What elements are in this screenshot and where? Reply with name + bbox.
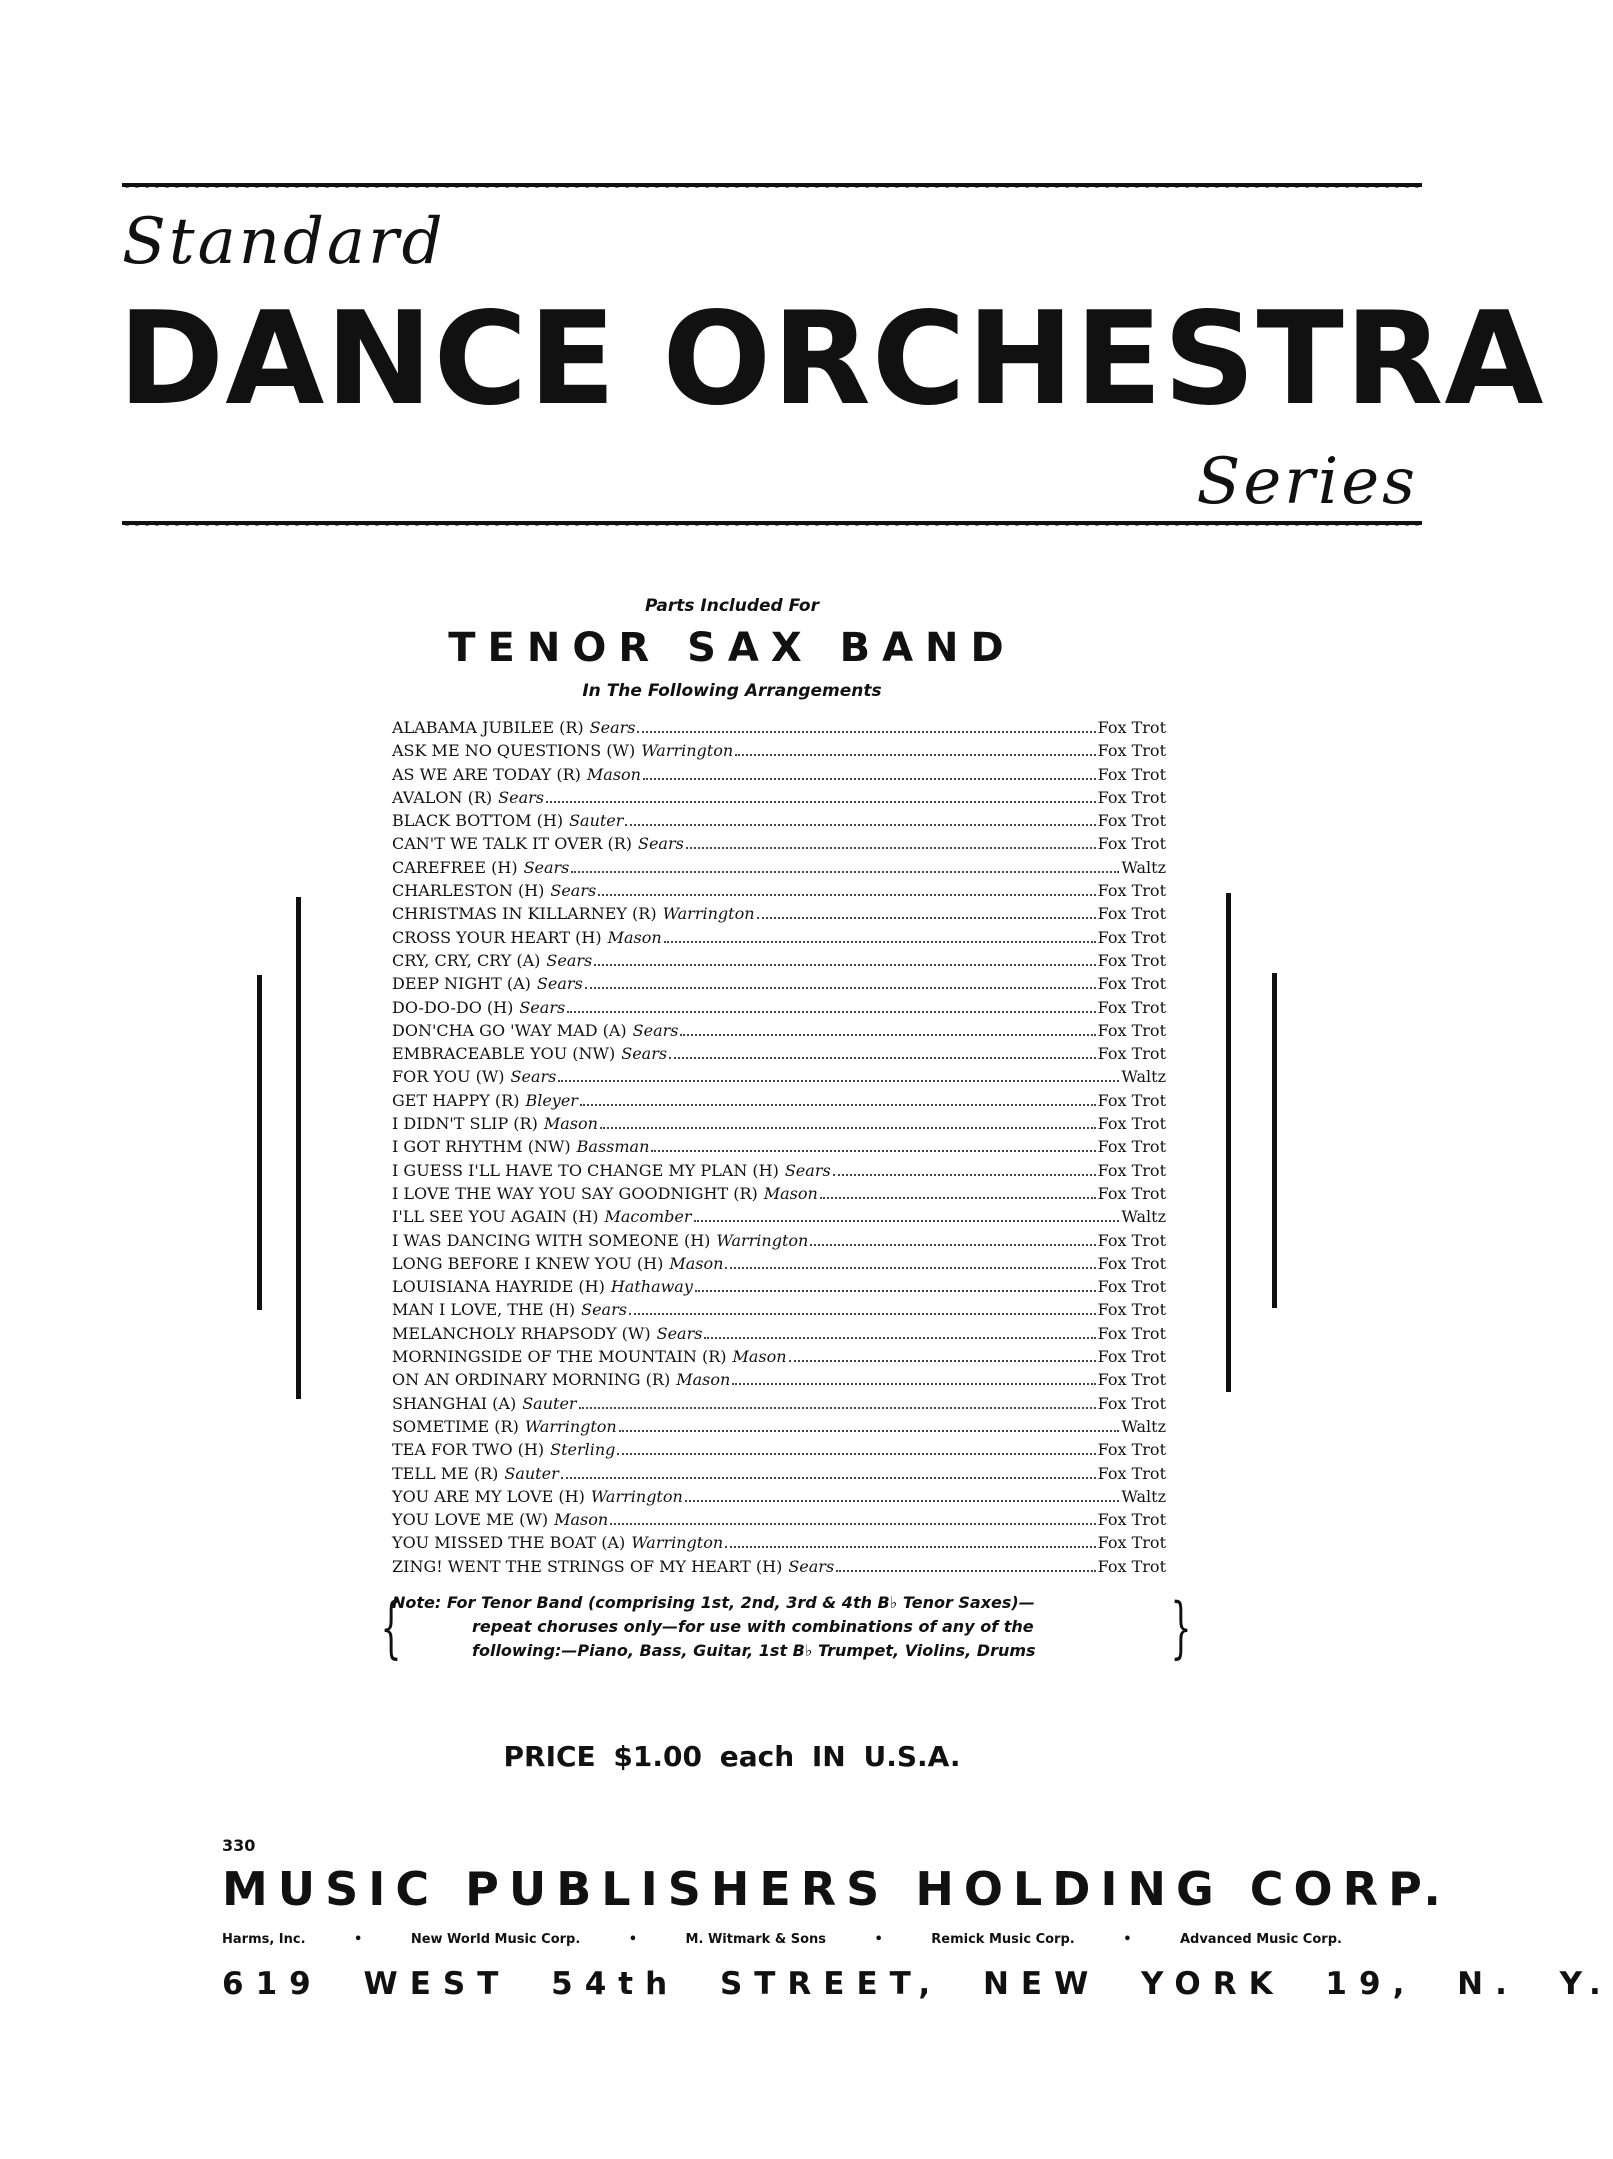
song-arranger: Mason <box>586 764 641 784</box>
song-title: CHARLESTON (H) <box>392 881 545 901</box>
song-title: CAREFREE (H) <box>392 857 518 877</box>
song-arranger: Sauter <box>569 811 624 831</box>
list-item <box>392 1533 1166 1556</box>
publisher-affiliates <box>222 1932 1342 1947</box>
list-item <box>392 1254 1166 1277</box>
song-dance-style: Fox Trot <box>1097 718 1166 737</box>
song-arranger: Sears <box>621 1044 668 1064</box>
note-right-brace: } <box>1170 1589 1192 1666</box>
song-arranger: Warrington <box>641 741 734 761</box>
dot-leader <box>820 1197 1096 1199</box>
song-dance-style: Fox Trot <box>1097 1556 1166 1576</box>
arrangement-list <box>392 718 1166 1580</box>
dot-leader <box>625 824 1095 826</box>
song-title: ON AN ORDINARY MORNING (R) <box>392 1370 671 1390</box>
dot-leader <box>600 1127 1096 1129</box>
song-dance-style: Fox Trot <box>1097 1160 1166 1180</box>
song-arranger: Sauter <box>522 1393 577 1413</box>
series-prefix: Standard <box>122 205 446 279</box>
dot-leader <box>732 1383 1095 1385</box>
song-arranger: Sterling <box>550 1440 616 1460</box>
song-dance-style: Fox Trot <box>1097 834 1166 854</box>
song-dance-style: Waltz <box>1121 1486 1166 1506</box>
left-inner-bar <box>296 897 301 1399</box>
list-item <box>392 1114 1166 1137</box>
song-arranger: Warrington <box>716 1230 809 1250</box>
song-dance-style: Fox Trot <box>1097 1114 1166 1134</box>
song-arranger: Mason <box>669 1253 724 1273</box>
song-title: DO-DO-DO (H) <box>392 997 514 1017</box>
dot-leader <box>579 1407 1096 1409</box>
song-arranger: Bleyer <box>525 1090 578 1110</box>
song-title: YOU MISSED THE BOAT (A) <box>392 1533 626 1553</box>
song-dance-style: Fox Trot <box>1097 1533 1166 1553</box>
affiliate-separator: • <box>1123 1932 1132 1947</box>
song-dance-style: Fox Trot <box>1097 1510 1166 1530</box>
song-title: EMBRACEABLE YOU (NW) <box>392 1044 616 1064</box>
dot-leader <box>810 1244 1095 1246</box>
song-dance-style: Fox Trot <box>1097 1253 1166 1273</box>
song-dance-style: Fox Trot <box>1097 1090 1166 1110</box>
song-title: YOU LOVE ME (W) <box>392 1510 549 1530</box>
list-item <box>392 811 1166 834</box>
list-item <box>392 1370 1166 1393</box>
list-item <box>392 974 1166 997</box>
series-suffix: Series <box>1196 445 1418 519</box>
song-title: FOR YOU (W) <box>392 1067 505 1087</box>
song-dance-style: Fox Trot <box>1097 764 1166 784</box>
dot-leader <box>694 1220 1120 1222</box>
song-dance-style: Fox Trot <box>1097 927 1166 947</box>
dot-leader <box>619 1430 1120 1432</box>
dot-leader <box>594 964 1095 966</box>
dot-leader <box>833 1174 1096 1176</box>
list-item <box>392 788 1166 811</box>
dot-leader <box>757 917 1096 919</box>
affiliate-separator: • <box>874 1932 883 1947</box>
song-arranger: Mason <box>732 1347 787 1367</box>
song-dance-style: Fox Trot <box>1097 787 1166 807</box>
publisher-name: MUSIC PUBLISHERS HOLDING CORP. <box>222 1862 1451 1916</box>
song-dance-style: Fox Trot <box>1097 1347 1166 1367</box>
song-title: GET HAPPY (R) <box>392 1090 520 1110</box>
song-dance-style: Fox Trot <box>1097 1137 1166 1157</box>
list-item <box>392 998 1166 1021</box>
dot-leader <box>685 1500 1120 1502</box>
song-title: I WAS DANCING WITH SOMEONE (H) <box>392 1230 711 1250</box>
song-dance-style: Fox Trot <box>1097 1277 1166 1297</box>
dot-leader <box>629 1313 1096 1315</box>
song-title: CHRISTMAS IN KILLARNEY (R) <box>392 904 657 924</box>
list-item <box>392 1510 1166 1533</box>
song-arranger: Sears <box>546 950 593 970</box>
affiliate-separator: • <box>354 1932 363 1947</box>
song-arranger: Warrington <box>631 1533 724 1553</box>
top-decorative-rule <box>122 183 1422 193</box>
song-dance-style: Fox Trot <box>1097 1230 1166 1250</box>
song-dance-style: Fox Trot <box>1097 1463 1166 1483</box>
song-title: AS WE ARE TODAY (R) <box>392 764 581 784</box>
song-arranger: Hathaway <box>610 1277 693 1297</box>
affiliate-name: M. Witmark & Sons <box>685 1932 827 1947</box>
song-dance-style: Fox Trot <box>1097 997 1166 1017</box>
song-title: TEA FOR TWO (H) <box>392 1440 545 1460</box>
note-block <box>392 1591 1167 1663</box>
song-dance-style: Fox Trot <box>1097 1300 1166 1320</box>
song-title: MAN I LOVE, THE (H) <box>392 1300 576 1320</box>
song-arranger: Sears <box>656 1323 703 1343</box>
song-title: DON'CHA GO 'WAY MAD (A) <box>392 1020 627 1040</box>
song-title: CAN'T WE TALK IT OVER (R) <box>392 834 632 854</box>
song-title: BLACK BOTTOM (H) <box>392 811 564 831</box>
dot-leader <box>561 1477 1096 1479</box>
song-title: MORNINGSIDE OF THE MOUNTAIN (R) <box>392 1347 727 1367</box>
song-dance-style: Fox Trot <box>1097 950 1166 970</box>
dot-leader <box>558 1080 1119 1082</box>
list-item <box>392 1184 1166 1207</box>
parts-included-heading: Parts Included For <box>645 596 819 616</box>
song-arranger: Sears <box>550 881 597 901</box>
song-arranger: Macomber <box>604 1207 692 1227</box>
song-arranger: Mason <box>676 1370 731 1390</box>
song-arranger: Mason <box>607 927 662 947</box>
song-arranger: Warrington <box>662 904 755 924</box>
list-item <box>392 858 1166 881</box>
dot-leader <box>695 1290 1096 1292</box>
song-title: LOUISIANA HAYRIDE (H) <box>392 1277 605 1297</box>
song-arranger: Sears <box>784 1160 831 1180</box>
list-item <box>392 1231 1166 1254</box>
song-title: TELL ME (R) <box>392 1463 499 1483</box>
dot-leader <box>789 1360 1096 1362</box>
dot-leader <box>704 1337 1095 1339</box>
list-item <box>392 1044 1166 1067</box>
song-title: YOU ARE MY LOVE (H) <box>392 1486 585 1506</box>
list-item <box>392 1137 1166 1160</box>
song-dance-style: Fox Trot <box>1097 881 1166 901</box>
list-item <box>392 1277 1166 1300</box>
song-dance-style: Fox Trot <box>1097 1183 1166 1203</box>
dot-leader <box>571 871 1119 873</box>
arrangements-heading: In The Following Arrangements <box>582 681 882 701</box>
song-arranger: Mason <box>554 1510 609 1530</box>
song-title: ASK ME NO QUESTIONS (W) <box>392 741 636 761</box>
list-item <box>392 1394 1166 1417</box>
list-item <box>392 741 1166 764</box>
right-outer-bar <box>1272 973 1277 1308</box>
list-item <box>392 1487 1166 1510</box>
song-title: CROSS YOUR HEART (H) <box>392 927 602 947</box>
price: PRICE $1.00 each IN U.S.A. <box>503 1740 961 1773</box>
dot-leader <box>610 1523 1095 1525</box>
song-arranger: Sears <box>581 1300 627 1320</box>
song-title: CRY, CRY, CRY (A) <box>392 950 541 970</box>
song-dance-style: Fox Trot <box>1097 1323 1166 1343</box>
song-title: SOMETIME (R) <box>392 1416 519 1436</box>
list-item <box>392 1300 1166 1323</box>
list-item <box>392 1417 1166 1440</box>
song-dance-style: Fox Trot <box>1097 741 1166 761</box>
list-item <box>392 1464 1166 1487</box>
song-arranger: Sears <box>519 997 566 1017</box>
song-arranger: Mason <box>763 1183 818 1203</box>
list-item <box>392 1161 1166 1184</box>
song-title: ALABAMA JUBILEE (R) <box>392 718 584 737</box>
band-title: TENOR SAX BAND <box>448 625 1016 671</box>
song-dance-style: Waltz <box>1121 1207 1166 1227</box>
song-arranger: Sears <box>589 718 636 737</box>
affiliate-separator: • <box>628 1932 638 1947</box>
song-title: I'LL SEE YOU AGAIN (H) <box>392 1207 599 1227</box>
publisher-address: 619 WEST 54th STREET, NEW YORK 19, N. Y. <box>222 1966 1613 2002</box>
dot-leader <box>735 754 1095 756</box>
dot-leader <box>725 1546 1095 1548</box>
affiliate-name: Harms, Inc. <box>222 1932 306 1947</box>
song-title: AVALON (R) <box>392 787 493 807</box>
song-title: LONG BEFORE I KNEW YOU (H) <box>392 1253 664 1273</box>
dot-leader <box>585 987 1096 989</box>
dot-leader <box>669 1057 1096 1059</box>
list-item <box>392 928 1166 951</box>
song-dance-style: Fox Trot <box>1097 974 1166 994</box>
song-dance-style: Fox Trot <box>1097 1440 1166 1460</box>
list-item <box>392 1440 1166 1463</box>
dot-leader <box>567 1011 1095 1013</box>
list-item <box>392 1557 1166 1580</box>
song-arranger: Sears <box>536 974 583 994</box>
song-dance-style: Fox Trot <box>1097 1370 1166 1390</box>
dot-leader <box>664 941 1096 943</box>
right-inner-bar <box>1226 893 1231 1392</box>
song-arranger: Sauter <box>504 1463 559 1483</box>
song-title: I DIDN'T SLIP (R) <box>392 1114 538 1134</box>
dot-leader <box>725 1267 1095 1269</box>
dot-leader <box>598 894 1095 896</box>
dot-leader <box>546 801 1096 803</box>
song-arranger: Bassman <box>576 1137 650 1157</box>
note-line-2: repeat choruses only—for use with combinations of any of the <box>472 1617 1034 1636</box>
dot-leader <box>617 1453 1095 1455</box>
list-item <box>392 951 1166 974</box>
song-arranger: Warrington <box>524 1416 617 1436</box>
song-arranger: Sears <box>498 787 544 807</box>
list-item <box>392 1207 1166 1230</box>
song-title: DEEP NIGHT (A) <box>392 974 531 994</box>
page-title: DANCE ORCHESTRA <box>118 285 1545 434</box>
song-dance-style: Fox Trot <box>1097 1020 1166 1040</box>
list-item <box>392 1021 1166 1044</box>
catalog-number: 330 <box>222 1836 256 1855</box>
song-arranger: Sears <box>510 1067 557 1087</box>
song-dance-style: Fox Trot <box>1097 1393 1166 1413</box>
song-title: ZING! WENT THE STRINGS OF MY HEART (H) <box>392 1556 783 1576</box>
left-outer-bar <box>257 975 262 1310</box>
song-arranger: Mason <box>543 1114 598 1134</box>
song-arranger: Sears <box>632 1020 679 1040</box>
note-line-1: Note: For Tenor Band (comprising 1st, 2nd, 3rd & 4th B♭ Tenor Saxes)— <box>392 1593 1035 1612</box>
song-title: I GUESS I'LL HAVE TO CHANGE MY PLAN (H) <box>392 1160 779 1180</box>
dot-leader <box>836 1570 1095 1572</box>
list-item <box>392 881 1166 904</box>
song-arranger: Sears <box>788 1556 835 1576</box>
dot-leader <box>680 1034 1095 1036</box>
note-left-brace: { <box>380 1589 402 1666</box>
song-title: I GOT RHYTHM (NW) <box>392 1137 571 1157</box>
dot-leader <box>580 1104 1096 1106</box>
song-arranger: Sears <box>638 834 684 854</box>
song-arranger: Warrington <box>590 1486 683 1506</box>
list-item <box>392 904 1166 927</box>
affiliate-name: New World Music Corp. <box>410 1932 581 1947</box>
affiliate-name: Advanced Music Corp. <box>1179 1932 1342 1947</box>
song-dance-style: Waltz <box>1121 1067 1166 1087</box>
song-dance-style: Fox Trot <box>1097 904 1166 924</box>
song-arranger: Sears <box>523 857 570 877</box>
list-item <box>392 765 1166 788</box>
dot-leader <box>686 847 1096 849</box>
song-dance-style: Waltz <box>1121 857 1166 877</box>
list-item <box>392 1347 1166 1370</box>
song-dance-style: Waltz <box>1121 1416 1166 1436</box>
affiliate-name: Remick Music Corp. <box>931 1932 1075 1947</box>
note-line-3: following:—Piano, Bass, Guitar, 1st B♭ Trumpet, Violins, Drums <box>472 1641 1036 1660</box>
song-title: SHANGHAI (A) <box>392 1393 517 1413</box>
song-title: MELANCHOLY RHAPSODY (W) <box>392 1323 651 1343</box>
bottom-decorative-rule <box>122 521 1422 531</box>
dot-leader <box>643 778 1096 780</box>
list-item <box>392 718 1166 741</box>
list-item <box>392 834 1166 857</box>
song-dance-style: Fox Trot <box>1097 811 1166 831</box>
dot-leader <box>637 731 1095 733</box>
list-item <box>392 1067 1166 1090</box>
list-item <box>392 1324 1166 1347</box>
song-title: I LOVE THE WAY YOU SAY GOODNIGHT (R) <box>392 1183 758 1203</box>
dot-leader <box>651 1150 1095 1152</box>
list-item <box>392 1091 1166 1114</box>
song-dance-style: Fox Trot <box>1097 1044 1166 1064</box>
